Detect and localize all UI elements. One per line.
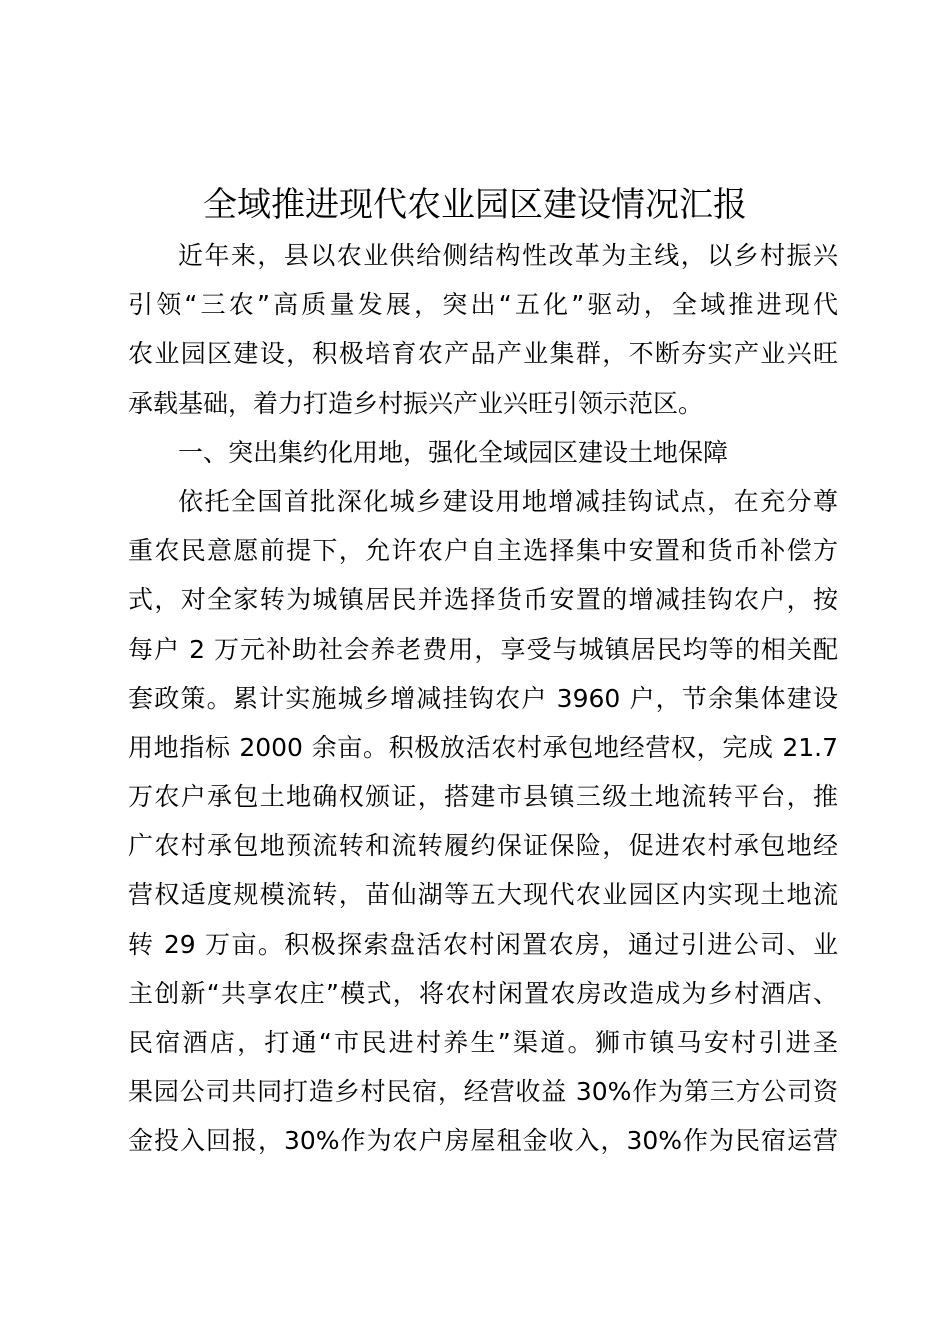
body-line: 每户 2 万元补助社会养老费用，享受与城镇居民均等的相关配 [128, 634, 838, 664]
body-line: 果园公司共同打造乡村民宿，经营收益 30%作为第三方公司资 [128, 1077, 838, 1107]
body-line: 营权适度规模流转，苗仙湖等五大现代农业园区内实现土地流 [128, 880, 838, 910]
body-line: 重农民意愿前提下，允许农户自主选择集中安置和货币补偿方 [128, 536, 838, 566]
body-line: 引领“三农”高质量发展，突出“五化”驱动，全域推进现代 [128, 290, 838, 320]
body-line: 式，对全家转为城镇居民并选择货币安置的增减挂钩农户，按 [128, 585, 838, 615]
body-line: 万农户承包土地确权颁证，搭建市县镇三级土地流转平台，推 [128, 782, 838, 812]
body-line: 农业园区建设，积极培育农产品产业集群，不断夯实产业兴旺 [128, 339, 838, 369]
document-body [128, 231, 838, 1166]
document-title: 全域推进现代农业园区建设情况汇报 [203, 185, 747, 225]
body-line: 套政策。累计实施城乡增减挂钩农户 3960 户，节余集体建设 [128, 683, 838, 713]
section-heading: 一、突出集约化用地，强化全域园区建设土地保障 [178, 437, 729, 467]
body-line: 近年来，县以农业供给侧结构性改革为主线，以乡村振兴 [178, 241, 838, 270]
body-line: 依托全国首批深化城乡建设用地增减挂钩试点，在充分尊 [178, 486, 838, 516]
body-line: 主创新“共享农庄”模式，将农村闲置农房改造成为乡村酒店、 [128, 978, 838, 1008]
body-line: 承载基础，着力打造乡村振兴产业兴旺引领示范区。 [128, 388, 704, 418]
body-line: 金投入回报，30%作为农户房屋租金收入，30%作为民宿运营 [128, 1126, 838, 1156]
body-line: 广农村承包地预流转和流转履约保证保险，促进农村承包地经 [128, 831, 838, 861]
body-line: 转 29 万亩。积极探索盘活农村闲置农房，通过引进公司、业 [128, 929, 838, 959]
body-line: 用地指标 2000 余亩。积极放活农村承包地经营权，完成 21.7 [128, 732, 838, 762]
body-line: 民宿酒店，打通“市民进村养生”渠道。狮市镇马安村引进圣 [128, 1028, 838, 1057]
